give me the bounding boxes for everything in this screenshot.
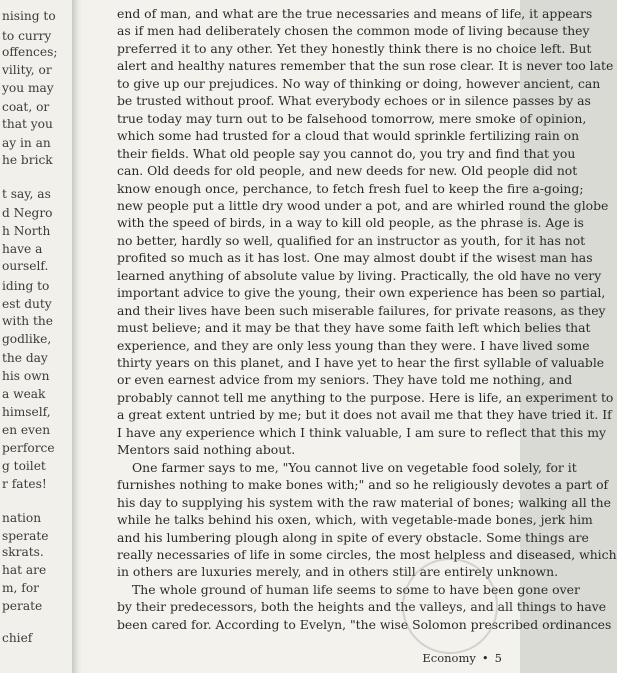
- text-line: experience, and they are only less young than they were. I have lived some: [117, 337, 590, 353]
- text-line: as if men had deliberately chosen the common mode of living because they: [117, 23, 590, 39]
- text-line: and their lives have been such miserable failures, for private reasons, as they: [117, 302, 606, 318]
- book-gutter: [72, 0, 82, 673]
- text-line: in others are luxuries merely, and in others still are entirely unknown.: [117, 564, 559, 580]
- text-line: which some had trusted for a cloud that would sprinkle fertilizing rain on: [117, 128, 580, 144]
- margin-fragment: iding to: [2, 279, 50, 293]
- margin-fragment: perate: [2, 599, 43, 613]
- text-line: I have any experience which I think valuable, I am sure to reflect that this my: [117, 424, 606, 440]
- text-line: learned anything of absolute value by living. Practically, the old have no very: [117, 267, 602, 283]
- facing-page-edge: [0, 0, 72, 673]
- text-line: profited so much as it has lost. One may almost doubt if the wisest man has: [117, 250, 593, 266]
- margin-fragment: he brick: [2, 153, 53, 167]
- text-line: with the speed of birds, in a way to kill old people, as the phrase is. Age is: [117, 215, 584, 231]
- text-line: can. Old deeds for old people, and new deeds for new. Old people did not: [117, 163, 578, 179]
- text-line: must believe; and it may be that they have some faith left which belies that: [117, 320, 591, 336]
- text-line: end of man, and what are the true necessaries and means of life, it appears: [117, 6, 593, 21]
- text-line: no better, hardly so well, qualified for an instructor as youth, for it has not: [117, 232, 586, 248]
- margin-fragment: h North: [2, 224, 51, 238]
- margin-fragment: you may: [2, 81, 54, 95]
- text-line: their fields. What old people say you cannot do, you try and find that you: [117, 145, 576, 161]
- text-line: know enough once, perchance, to fetch fresh fuel to keep the fire a-going;: [117, 180, 584, 196]
- page-number: 5: [494, 651, 502, 665]
- margin-fragment: hat are: [2, 563, 47, 577]
- margin-fragment: t say, as: [2, 187, 51, 201]
- text-line: new people put a little dry wood under a pot, and are whirled round the globe: [117, 197, 609, 213]
- text-line: a great extent untried by me; but it does not avail me that they have tried it. If: [117, 407, 612, 423]
- text-line: The whole ground of human life seems to some to have been gone over: [132, 581, 580, 597]
- margin-fragment: a weak: [2, 387, 46, 401]
- text-line: by their predecessors, both the heights and the valleys, and all things to have: [117, 599, 607, 615]
- margin-fragment: himself,: [2, 405, 51, 419]
- text-line: alert and healthy natures remember that the sun rose clear. It is never too late: [117, 58, 614, 74]
- margin-fragment: g toilet: [2, 459, 46, 473]
- margin-fragment: ourself.: [2, 259, 49, 273]
- footer-separator: •: [481, 651, 489, 665]
- margin-fragment: to curry: [2, 29, 52, 43]
- margin-fragment: sperate: [2, 529, 49, 543]
- text-line: probably cannot tell me anything to the purpose. Here is life, an experiment to: [117, 389, 614, 405]
- text-line: or even earnest advice from my seniors. They have told me nothing, and: [117, 372, 573, 388]
- margin-fragment: nation: [2, 511, 42, 525]
- margin-fragment: en even: [2, 423, 51, 437]
- margin-fragment: godlike,: [2, 332, 52, 346]
- margin-fragment: skrats.: [2, 545, 44, 559]
- text-line: be trusted without proof. What everybody echoes or in silence passes by as: [117, 93, 591, 109]
- text-line: furnishes nothing to make bones with;" and so he religiously devotes a part of: [117, 477, 609, 493]
- text-line: really necessaries of life in some circles, the most helpless and diseased, which: [117, 546, 617, 562]
- text-line: important advice to give the young, their own experience has been so partial,: [117, 285, 606, 301]
- margin-fragment: offences;: [2, 45, 58, 59]
- margin-fragment: the day: [2, 351, 48, 365]
- margin-fragment: coat, or: [2, 100, 50, 114]
- margin-fragment: vility, or: [2, 63, 52, 77]
- margin-fragment: his own: [2, 369, 50, 383]
- margin-fragment: d Negro: [2, 206, 53, 220]
- text-line: to give up our prejudices. No way of thinking or doing, however ancient, can: [117, 75, 601, 91]
- book-page: [82, 0, 617, 673]
- text-line: his day to supplying his system with the raw material of bones; walking all the: [117, 494, 611, 510]
- text-line: and his lumbering plough along in spite of every obstacle. Some things are: [117, 529, 589, 545]
- text-line: thirty years on this planet, and I have yet to hear the first syllable of valuable: [117, 355, 605, 370]
- margin-fragment: have a: [2, 242, 43, 256]
- margin-fragment: est duty: [2, 297, 52, 311]
- text-line: One farmer says to me, "You cannot live on vegetable food solely, for it: [132, 459, 577, 475]
- text-line: preferred it to any other. Yet they honestly think there is no choice left. But: [117, 40, 592, 56]
- margin-fragment: that you: [2, 117, 53, 131]
- margin-fragment: ay in an: [2, 136, 51, 150]
- text-line: Mentors said nothing about.: [117, 442, 296, 458]
- margin-fragment: perforce: [2, 441, 55, 455]
- text-line: true today may turn out to be falsehood tomorrow, mere smoke of opinion,: [117, 110, 587, 126]
- margin-fragment: m, for: [2, 581, 39, 595]
- margin-fragment: r fates!: [2, 477, 47, 491]
- margin-fragment: with the: [2, 314, 53, 328]
- margin-fragment: chief: [2, 631, 33, 645]
- text-line: while he talks behind his oxen, which, with vegetable-made bones, jerk him: [117, 512, 593, 528]
- margin-fragment: nising to: [2, 9, 56, 23]
- page-footer: [422, 651, 502, 665]
- running-head: Economy: [422, 651, 476, 665]
- text-line: been cared for. According to Evelyn, "the wise Solomon prescribed ordinances: [117, 616, 612, 632]
